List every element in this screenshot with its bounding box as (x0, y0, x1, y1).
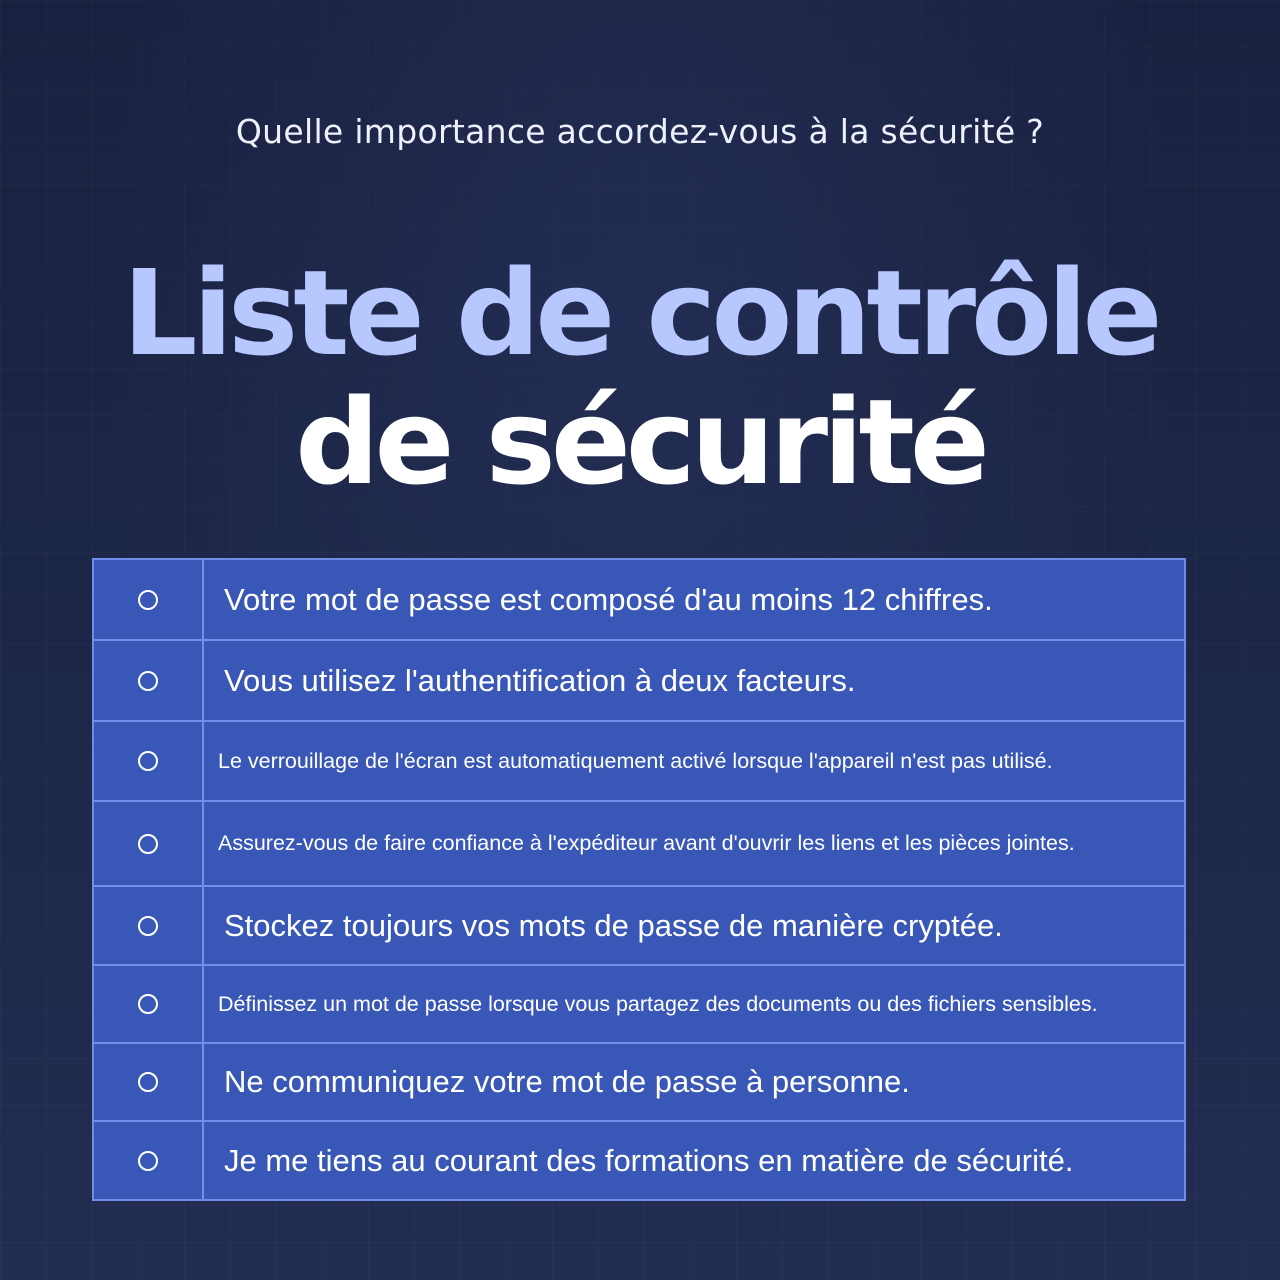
checkbox-cell (94, 722, 204, 800)
checkbox-cell (94, 641, 204, 720)
checklist-row (94, 1122, 1184, 1199)
checkbox-cell (94, 966, 204, 1042)
checkbox-circle-icon[interactable] (138, 834, 158, 854)
checkbox-circle-icon[interactable] (138, 1151, 158, 1171)
subtitle: Quelle importance accordez-vous à la sécurité ? (235, 112, 1045, 151)
checklist-row (94, 887, 1184, 966)
checkbox-circle-icon[interactable] (138, 590, 158, 610)
checklist-row (94, 802, 1184, 887)
checkbox-circle-icon[interactable] (138, 751, 158, 771)
checklist-row (94, 1044, 1184, 1122)
checkbox-cell (94, 887, 204, 964)
checkbox-cell (94, 560, 204, 639)
checkbox-circle-icon[interactable] (138, 916, 158, 936)
checklist-item-label: Stockez toujours vos mots de passe de manière cryptée. (224, 907, 1003, 943)
checklist-item-label: Je me tiens au courant des formations en matière de sécurité. (224, 1142, 1074, 1178)
checklist-row (94, 722, 1184, 802)
checklist-item-label: Définissez un mot de passe lorsque vous partagez des documents ou des fichiers sensibles. (218, 991, 1098, 1016)
checklist-table (92, 558, 1186, 1201)
checklist-row (94, 966, 1184, 1044)
title-line-2: de sécurité (295, 373, 985, 511)
checkbox-circle-icon[interactable] (138, 994, 158, 1014)
title-line-1: Liste de contrôle (122, 244, 1158, 382)
checkbox-cell (94, 1122, 204, 1199)
checklist-row (94, 641, 1184, 722)
checkbox-cell (94, 802, 204, 885)
checklist-row (94, 560, 1184, 641)
checklist-item-label: Ne communiquez votre mot de passe à personne. (224, 1064, 910, 1099)
checkbox-circle-icon[interactable] (138, 1072, 158, 1092)
checklist-item-label: Vous utilisez l'authentification à deux facteurs. (224, 662, 856, 698)
checklist-item-label: Le verrouillage de l'écran est automatiquement activé lorsque l'appareil n'est pas utilisé. (218, 748, 1053, 773)
checklist-item-label: Assurez-vous de faire confiance à l'expéditeur avant d'ouvrir les liens et les pièces jointes. (218, 831, 1075, 855)
checklist-item-label: Votre mot de passe est composé d'au moins 12 chiffres. (224, 581, 993, 617)
checkbox-cell (94, 1044, 204, 1120)
checkbox-circle-icon[interactable] (138, 671, 158, 691)
